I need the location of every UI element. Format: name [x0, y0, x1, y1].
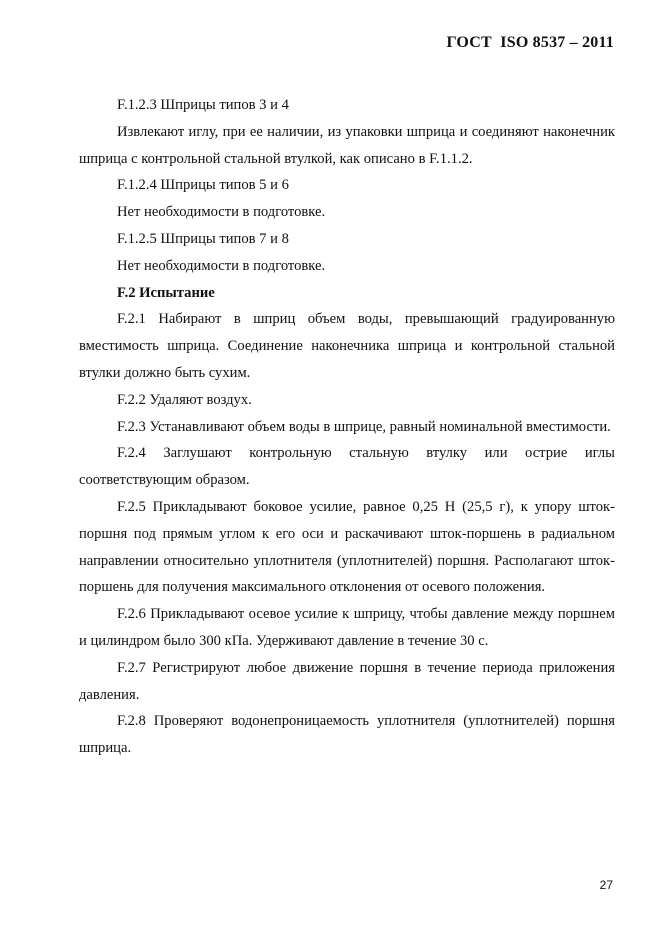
paragraph-f-2-4: F.2.4 Заглушают контрольную стальную втулку или острие иглы соответствующим образом.: [79, 445, 615, 489]
document-header: ГОСТ ISO 8537 – 2011: [446, 34, 614, 51]
paragraph: Извлекают иглу, при ее наличии, из упаковки шприца и соединяют наконечник шприца с контрольной стальной втулкой, как описано в F.1.1.2.: [79, 123, 615, 167]
section-f-1-2-4-title: F.1.2.4 Шприцы типов 5 и 6: [117, 177, 289, 194]
paragraph-f-2-2: F.2.2 Удаляют воздух.: [117, 391, 252, 408]
paragraph-f-2-1: F.2.1 Набирают в шприц объем воды, превышающий градуированную вместимость шприца. Соединение наконечника шприца и контрольной стальной втулки должно быть сухим.: [79, 311, 615, 381]
paragraph-f-2-3: F.2.3 Устанавливают объем воды в шприце, равный номинальной вместимости.: [117, 418, 611, 435]
paragraph: Нет необходимости в подготовке.: [117, 204, 326, 221]
section-f-1-2-3-title: F.1.2.3 Шприцы типов 3 и 4: [117, 97, 289, 113]
section-f-1-2-5-title: F.1.2.5 Шприцы типов 7 и 8: [117, 230, 289, 247]
page-number: 27: [599, 878, 613, 892]
document-body: [79, 92, 615, 762]
paragraph-f-2-6: F.2.6 Прикладывают осевое усилие к шприцу, чтобы давление между поршнем и цилиндром было 300 кПа. Удерживают давление в течение 30 с.: [79, 606, 615, 649]
paragraph-f-2-5: F.2.5 Прикладывают боковое усилие, равное 0,25 Н (25,5 г), к упору шток-поршня под прямым углом к его оси и раскачивают шток-поршень в радиальном направлении относительно уплотнителя (уплотнителей) поршня. Располагают шток-поршень для получения максимального отклонения от осевого положения.: [79, 498, 615, 596]
section-heading-f-2: F.2 Испытание: [117, 284, 215, 301]
paragraph: Нет необходимости в подготовке.: [117, 257, 326, 274]
paragraph-f-2-7: F.2.7 Регистрируют любое движение поршня в течение периода приложения давления.: [79, 659, 615, 703]
paragraph-f-2-8: F.2.8 Проверяют водонепроницаемость уплотнителя (уплотнителей) поршня шприца.: [79, 713, 615, 757]
